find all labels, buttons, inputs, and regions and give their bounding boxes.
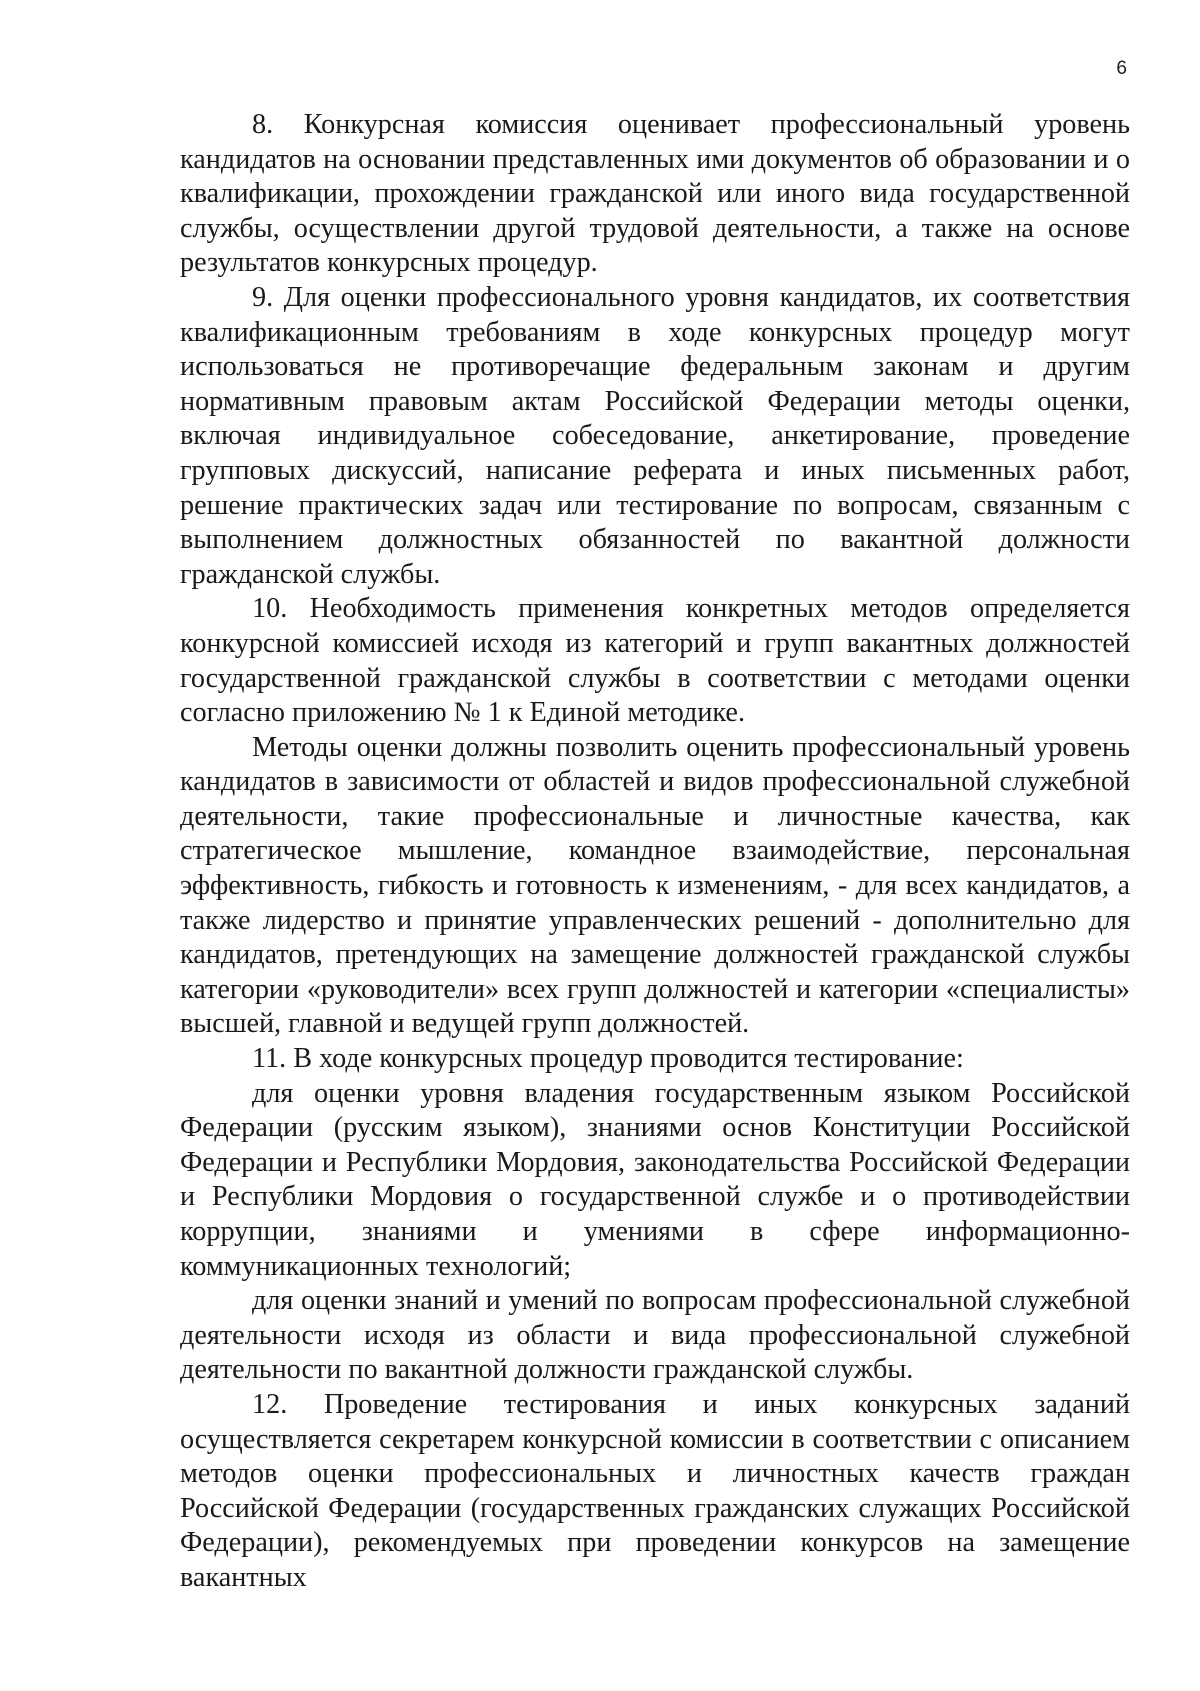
paragraph-methods: Методы оценки должны позволить оценить профессиональный уровень кандидатов в зависимости от областей и видов профессиональной служебной деятельности, такие профессиональные и личностные качества, как стратегическое мышление, командное взаимодействие, персональная эффективность, гибкость и готовность к изменениям, - для всех кандидатов, а также лидерство и принятие управленческих решений - дополнительно для кандидатов, претендующих на замещение должностей гражданской службы категории «руководители» всех групп должностей и категории «специалисты» высшей, главной и ведущей групп должностей. [180, 731, 1130, 1040]
paragraph-11-item-professional: для оценки знаний и умений по вопросам профессиональной служебной деятельности исходя из области и вида профессиональной служебной деятельности по вакантной должности гражданской службы. [180, 1285, 1130, 1386]
paragraph-10: 10. Необходимость применения конкретных методов определяется конкурсной комиссией исходя из категорий и групп вакантных должностей государственной гражданской службы в соответствии с методами оценки согласно приложению № 1 к Единой методике. [180, 593, 1130, 729]
document-body [180, 108, 1130, 1596]
paragraph-8: 8. Конкурсная комиссия оценивает профессиональный уровень кандидатов на основании представленных ими документов об образовании и о квалификации, прохождении гражданской или иного вида государственной службы, осуществлении другой трудовой деятельности, а также на основе результатов конкурсных процедур. [180, 109, 1130, 279]
paragraph-11: 11. В ходе конкурсных процедур проводится тестирование: [252, 1043, 964, 1075]
paragraph-11-item-language: для оценки уровня владения государственным языком Российской Федерации (русским языком), знаниями основ Конституции Российской Федерации и Республики Мордовия, законодательства Российской Федерации и Республики Мордовия о государственной службе и о противодействии коррупции, знаниями и умениями в сфере информационно-коммуникационных технологий; [180, 1077, 1130, 1282]
paragraph-9: 9. Для оценки профессионального уровня кандидатов, их соответствия квалификационным требованиям в ходе конкурсных процедур могут использоваться не противоречащие федеральным законам и другим нормативным правовым актам Российской Федерации методы оценки, включая индивидуальное собеседование, анкетирование, проведение групповых дискуссий, написание реферата и иных письменных работ, решение практических задач или тестирование по вопросам, связанным с выполнением должностных обязанностей по вакантной должности гражданской службы. [180, 281, 1130, 590]
page-number: 6 [1116, 58, 1127, 79]
paragraph-12: 12. Проведение тестирования и иных конкурсных заданий осуществляется секретарем конкурсной комиссии в соответствии с описанием методов оценки профессиональных и личностных качеств граждан Российской Федерации (государственных гражданских служащих Российской Федерации), рекомендуемых при проведении конкурсов на замещение вакантных [180, 1388, 1130, 1593]
